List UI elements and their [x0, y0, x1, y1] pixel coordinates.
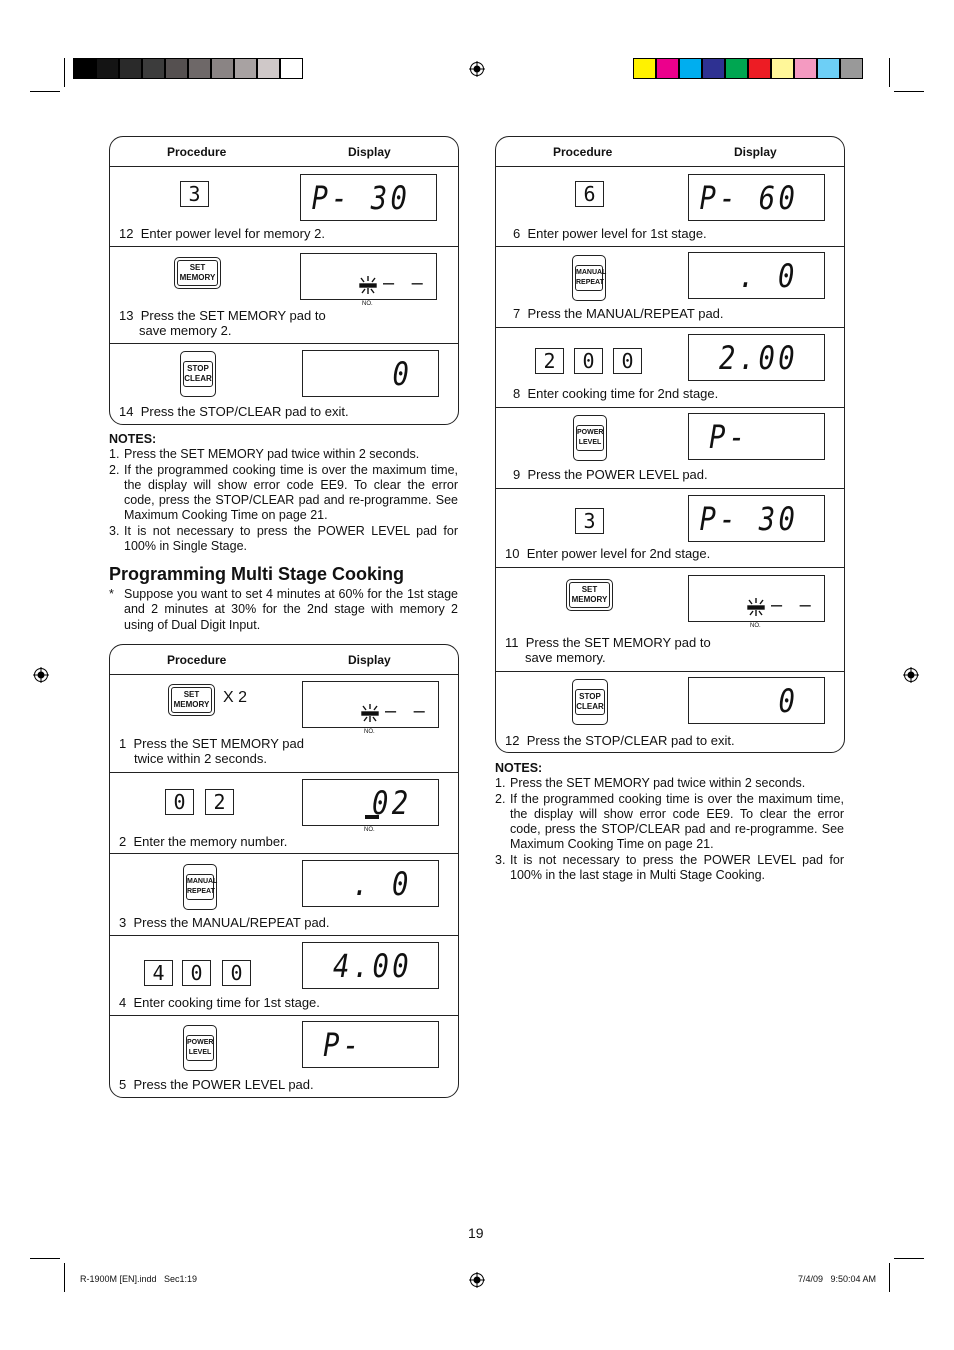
display-readout: P- [709, 418, 749, 456]
procedure-table-multi-stage-part-1 [109, 644, 459, 1098]
color-swatch [633, 58, 656, 79]
color-swatch [73, 58, 96, 79]
color-swatch [725, 58, 748, 79]
color-swatch [96, 58, 119, 79]
color-swatch [142, 58, 165, 79]
display-no-label: NO. [364, 827, 375, 833]
registration-mark-icon [469, 61, 485, 77]
table-row [496, 489, 844, 568]
number-key: 3 [575, 508, 604, 534]
power-level-pad [183, 1025, 217, 1071]
table-row [496, 328, 844, 408]
color-swatch [817, 58, 840, 79]
header-procedure: Procedure [167, 653, 227, 667]
number-key: 0 [182, 960, 211, 986]
color-swatch [771, 58, 794, 79]
header-display: Display [348, 145, 391, 159]
section-title: Programming Multi Stage Cooking [109, 564, 405, 584]
color-swatch [119, 58, 142, 79]
display-readout: 0 [778, 682, 798, 720]
step-text: 5 Press the POWER LEVEL pad. [119, 1077, 314, 1092]
print-date: 7/4/09 9:50:04 AM [798, 1274, 877, 1284]
step-text: 1 Press the SET MEMORY pad twice within 2 seconds. [119, 736, 304, 766]
lcd-display [688, 334, 825, 381]
flashing-indicator-icon [359, 276, 377, 294]
lcd-display [688, 413, 825, 460]
color-swatch [165, 58, 188, 79]
page-number: 19 [468, 1225, 484, 1241]
stop-clear-pad [180, 351, 216, 397]
number-key: 3 [180, 181, 209, 207]
display-readout: P- 60 [699, 179, 798, 217]
display-readout: 02 [372, 784, 412, 822]
display-no-label: NO. [364, 729, 375, 735]
lcd-display [300, 174, 437, 221]
table-row [110, 247, 458, 344]
table-row [496, 568, 844, 672]
color-swatch [211, 58, 234, 79]
manual-repeat-pad [183, 864, 217, 910]
notes-title: NOTES: [495, 761, 543, 775]
display-readout: 2.00 [718, 339, 798, 377]
display-no-label: NO. [750, 623, 761, 629]
color-swatch [656, 58, 679, 79]
step-text: 12 Enter power level for memory 2. [119, 226, 325, 241]
pad-label: SET MEMORY [171, 687, 212, 713]
lcd-display [688, 677, 825, 724]
table-row [496, 408, 844, 489]
section-intro: * Suppose you want to set 4 minutes at 60% for the 1st stage and 2 minutes at 30% for the 2nd stage with memory 2 using of Dual Digit Input. [109, 587, 458, 632]
table-row [110, 344, 458, 424]
notes-title: NOTES: [109, 432, 157, 446]
note-item: 3. It is not necessary to press the POWER LEVEL pad for 100% in Single Stage. [109, 523, 458, 554]
note-item: 2. If the programmed cooking time is over the maximum time, the display will show error code EE9. To clear the error code, press the STOP/CLEAR pad and re-programme. See Maximum Cooking Time on page 21. [495, 791, 844, 852]
step-text: 12 Press the STOP/CLEAR pad to exit. [505, 733, 735, 748]
step-text: 4 Enter cooking time for 1st stage. [119, 995, 320, 1010]
header-display: Display [348, 653, 391, 667]
note-item: 3. It is not necessary to press the POWER LEVEL pad for 100% in the last stage in Multi Stage Cooking. [495, 852, 844, 883]
crop-mark [64, 1263, 65, 1292]
table-header [496, 137, 844, 167]
display-dashes: – – [383, 272, 429, 294]
lcd-display [302, 942, 439, 989]
table-row [496, 247, 844, 328]
lcd-display [688, 575, 825, 622]
note-item: 1. Press the SET MEMORY pad twice within 2 seconds. [495, 776, 806, 791]
number-key: 0 [574, 348, 603, 374]
color-swatch [679, 58, 702, 79]
header-display: Display [734, 145, 777, 159]
lcd-display [688, 495, 825, 542]
lcd-display [302, 779, 439, 826]
lcd-display [302, 350, 439, 397]
number-key: 0 [222, 960, 251, 986]
note-item: 1. Press the SET MEMORY pad twice within 2 seconds. [109, 447, 420, 462]
table-header [110, 137, 458, 167]
pad-label: POWER LEVEL [186, 1035, 214, 1061]
pad-label: STOP CLEAR [183, 361, 213, 387]
power-level-pad [573, 415, 607, 461]
color-swatch [840, 58, 863, 79]
registration-mark-icon [33, 667, 49, 683]
number-key: 0 [165, 789, 194, 815]
step-text: 9 Press the POWER LEVEL pad. [513, 467, 708, 482]
display-readout: 4.00 [332, 947, 412, 985]
registration-mark-icon [469, 1272, 485, 1288]
lcd-display [688, 174, 825, 221]
display-readout: . 0 [352, 865, 412, 903]
number-key: 0 [613, 348, 642, 374]
step-text: 3 Press the MANUAL/REPEAT pad. [119, 915, 330, 930]
step-text: 7 Press the MANUAL/REPEAT pad. [513, 306, 724, 321]
step-text: 10 Enter power level for 2nd stage. [505, 546, 711, 561]
registration-mark-icon [903, 667, 919, 683]
display-readout: P- 30 [311, 179, 410, 217]
color-swatch [702, 58, 725, 79]
step-text: 6 Enter power level for 1st stage. [513, 226, 707, 241]
table-row [110, 1016, 458, 1097]
color-swatch [748, 58, 771, 79]
crop-mark [889, 58, 890, 87]
flashing-indicator-icon [361, 704, 379, 722]
table-header [110, 645, 458, 675]
procedure-table-memory-2 [109, 136, 459, 425]
table-row [110, 854, 458, 936]
number-key: 4 [144, 960, 173, 986]
notes-right [495, 761, 844, 883]
crop-mark [894, 91, 924, 92]
set-memory-pad [174, 257, 221, 289]
manual-repeat-pad [572, 255, 606, 301]
times-label: X 2 [223, 689, 248, 706]
number-key: 6 [575, 181, 604, 207]
pad-label: SET MEMORY [177, 260, 218, 286]
step-text: 2 Enter the memory number. [119, 834, 288, 849]
step-text: 8 Enter cooking time for 2nd stage. [513, 386, 719, 401]
step-text: 14 Press the STOP/CLEAR pad to exit. [119, 404, 349, 419]
display-readout: 0 [392, 355, 412, 393]
table-row [496, 672, 844, 752]
color-swatch [257, 58, 280, 79]
file-slug: R-1900M [EN].indd Sec1:19 [80, 1274, 198, 1284]
pad-label: MANUAL REPEAT [186, 874, 214, 900]
table-row [110, 936, 458, 1016]
lcd-display [300, 253, 437, 300]
stop-clear-pad [572, 679, 608, 725]
color-swatch [188, 58, 211, 79]
flashing-indicator-icon [747, 598, 765, 616]
pad-label: POWER LEVEL [576, 425, 604, 451]
display-readout: P- [323, 1026, 363, 1064]
lcd-display [302, 1021, 439, 1068]
display-no-label: NO. [362, 301, 373, 307]
number-key: 2 [205, 789, 234, 815]
lcd-display [302, 681, 439, 728]
table-row [110, 675, 458, 773]
step-text: 11 Press the SET MEMORY pad to save memory. [505, 635, 711, 665]
procedure-table-multi-stage-part-2 [495, 136, 845, 753]
color-swatch [280, 58, 303, 79]
crop-mark [894, 1258, 924, 1259]
crop-mark [889, 1263, 890, 1292]
display-dashes: – – [385, 700, 431, 722]
set-memory-pad [168, 684, 215, 716]
header-procedure: Procedure [167, 145, 227, 159]
crop-mark [30, 1258, 60, 1259]
table-row [110, 773, 458, 854]
table-row [496, 167, 844, 247]
pad-label: MANUAL REPEAT [575, 265, 603, 291]
crop-mark [64, 58, 65, 87]
color-swatch [234, 58, 257, 79]
pad-label: STOP CLEAR [575, 689, 605, 715]
color-swatch [794, 58, 817, 79]
set-memory-pad [566, 579, 613, 611]
pad-label: SET MEMORY [569, 582, 610, 608]
crop-mark [30, 91, 60, 92]
display-readout: P- 30 [699, 500, 798, 538]
table-row [110, 167, 458, 247]
note-item: 2. If the programmed cooking time is over the maximum time, the display will show error code EE9. To clear the error code, press the STOP/CLEAR pad and re-programme. See Maximum Cooking Time on page 21. [109, 462, 458, 523]
lcd-display [688, 252, 825, 299]
display-dashes: – – [771, 594, 817, 616]
notes-left [109, 432, 458, 554]
step-text: 13 Press the SET MEMORY pad to save memory 2. [119, 308, 326, 338]
lcd-display [302, 860, 439, 907]
display-readout: . 0 [738, 257, 798, 295]
number-key: 2 [535, 348, 564, 374]
header-procedure: Procedure [553, 145, 613, 159]
